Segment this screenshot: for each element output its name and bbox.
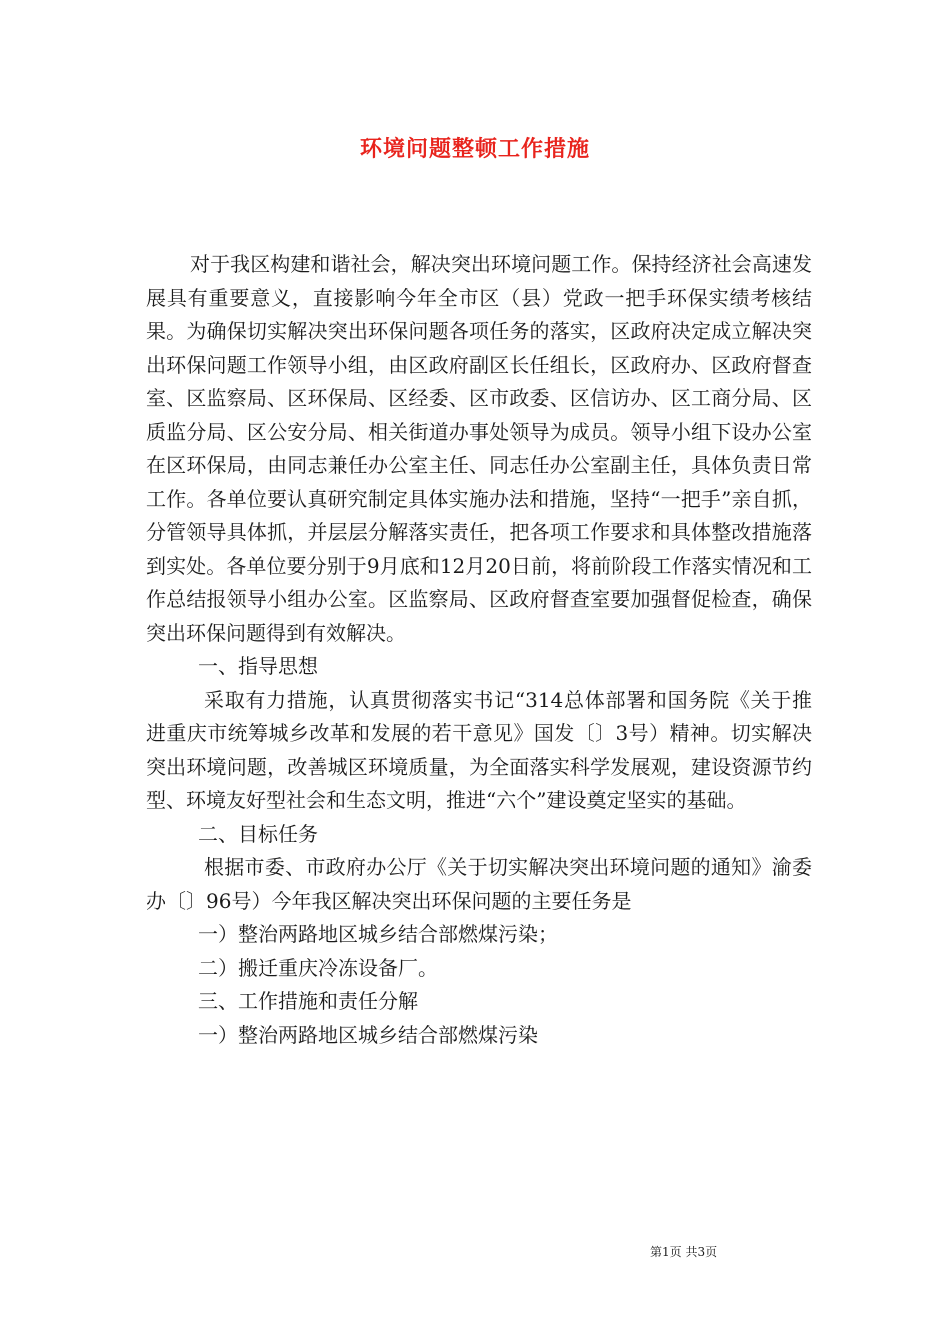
- section-heading-work-measures: 三、工作措施和责任分解: [198, 989, 418, 1013]
- target-tasks-paragraph: 根据市委、市政府办公厅《关于切实解决突出环境问题的通知》渝委办〔〕96号）今年我区解决突出环保问题的主要任务是: [146, 855, 812, 913]
- intro-paragraph: 对于我区构建和谐社会，解决突出环境问题工作。保持经济社会高速发展具有重要意义，直接影响今年全市区（县）党政一把手环保实绩考核结果。为确保切实解决突出环保问题各项任务的落实，区政府决定成立解决突出环保问题工作领导小组，由区政府副区长任组长，区政府办、区政府督查室、区监察局、区环保局、区经委、区市政委、区信访办、区工商分局、区质监分局、区公安分局、相关街道办事处领导为成员。领导小组下设办公室在区环保局，由同志兼任办公室主任、同志任办公室副主任，具体负责日常工作。各单位要认真研究制定具体实施办法和措施，坚持“一把手”亲自抓，分管领导具体抓，并层层分解落实责任，把各项工作要求和具体整改措施落到实处。各单位要分别于9月底和12月20日前，将前阶段工作落实情况和工作总结报领导小组办公室。区监察局、区政府督查室要加强督促检查，确保突出环保问题得到有效解决。: [146, 252, 812, 645]
- document-title: 环境问题整顿工作措施: [359, 136, 590, 162]
- guiding-ideology-paragraph: 采取有力措施，认真贯彻落实书记“314总体部署和国务院《关于推进重庆市统筹城乡改革和发展的若干意见》国发〔〕3号）精神。切实解决突出环境问题，改善城区环境质量，为全面落实科学发展观，建设资源节约型、环境友好型社会和生态文明，推进“六个”建设奠定坚实的基础。: [146, 687, 812, 812]
- task-item-2: 二）搬迁重庆冷冻设备厂。: [198, 955, 438, 980]
- page-footer: 第1页 共3页: [650, 1245, 718, 1259]
- section-heading-target-tasks: 二、目标任务: [198, 821, 318, 846]
- task-item-1: 一）整治两路地区城乡结合部燃煤污染；: [198, 922, 558, 946]
- work-measure-item-1: 一）整治两路地区城乡结合部燃煤污染: [198, 1022, 538, 1047]
- section-heading-guiding-ideology: 一、指导思想: [198, 654, 318, 678]
- document-body: [146, 248, 812, 1052]
